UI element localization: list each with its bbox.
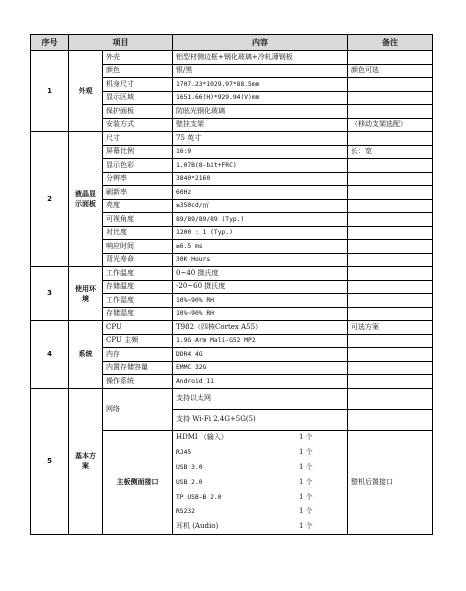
spec-content: 铝型材侧边框+钢化玻璃+冷轧薄钢板 [173,51,348,65]
table-row [31,132,433,146]
spec-note [348,91,433,105]
spec-content: 支持 Wi-Fi 2.4G+5G(5) [173,409,348,430]
spec-note [348,348,433,362]
port-row [173,490,347,505]
spec-content: 89/89/89/89 (Typ.) [173,213,348,227]
spec-content: 防眩光钢化玻璃 [173,105,348,119]
table-row [31,51,433,65]
spec-note [348,307,433,321]
port-qty: 1 个 [299,448,313,457]
spec-content: 银/黑 [173,64,348,78]
spec-note [348,159,433,173]
spec-content: EMMC 32G [173,361,348,375]
spec-item: 分辨率 [103,172,173,186]
port-row [173,475,347,490]
spec-content: 60Hz [173,186,348,200]
spec-note [348,375,433,389]
spec-content: 1200 : 1 (Typ.) [173,226,348,240]
spec-note [348,132,433,146]
header-note: 备注 [348,35,433,51]
port-row [173,445,347,460]
spec-item: 尺寸 [103,132,173,146]
spec-content: -20~60 摄氏度 [173,280,348,294]
section-group: 外观 [69,51,103,132]
ports-list-cell [173,430,348,535]
spec-note [348,213,433,227]
table-row [31,321,433,335]
spec-note [348,388,433,409]
ports-list [173,431,347,535]
spec-item: 显示色彩 [103,159,173,173]
spec-item: CPU 主频 [103,334,173,348]
port-name: 耳机 (Audio) [176,522,219,531]
spec-content: T982（四核Cortex A55） [173,321,348,335]
section-group: 系统 [69,321,103,389]
spec-content: 10%~90% RH [173,307,348,321]
table-row [31,388,433,409]
spec-item: CPU [103,321,173,335]
spec-item: 可视角度 [103,213,173,227]
spec-note [348,78,433,92]
section-group: 液晶显示面板 [69,132,103,267]
spec-note: 可选方案 [348,321,433,335]
spec-content: 30K Hours [173,253,348,267]
spec-content: 3840*2160 [173,172,348,186]
spec-note [348,105,433,119]
spec-note [348,334,433,348]
spec-item: 显示区域 [103,91,173,105]
spec-item: 内置存储容量 [103,361,173,375]
spec-note: （移动支架选配） [348,118,433,132]
spec-note [348,172,433,186]
spec-item: 外壳 [103,51,173,65]
port-qty: 1 个 [299,462,313,471]
table-header-row [31,35,433,51]
spec-note [348,253,433,267]
port-row [173,519,347,534]
spec-content: Android 11 [173,375,348,389]
spec-content: ≤350cd/㎡ [173,199,348,213]
spec-item: 安装方式 [103,118,173,132]
spec-content: 1651.66(H)*929.94(V)mm [173,91,348,105]
header-number: 序号 [31,35,69,51]
spec-item: 颜色 [103,64,173,78]
section-number: 3 [31,267,69,321]
spec-content: 0~40 摄氏度 [173,267,348,281]
spec-note [348,409,433,430]
section-group: 使用环境 [69,267,103,321]
spec-item: 保护面板 [103,105,173,119]
spec-content: 1.07B(8-bit+FRC) [173,159,348,173]
spec-item: 存储湿度 [103,307,173,321]
spec-content: 支持以太网 [173,388,348,409]
spec-content: 16:9 [173,145,348,159]
spec-content: 1.9G Arm Mali-G52 MP2 [173,334,348,348]
spec-content: 1707.23*1029.97*88.5mm [173,78,348,92]
section-group: 基本方案 [69,388,103,535]
spec-note: 长：宽 [348,145,433,159]
port-qty: 1 个 [299,433,313,442]
section-number: 4 [31,321,69,389]
spec-item: 操作系统 [103,375,173,389]
section-number: 1 [31,51,69,132]
spec-item: 屏幕比例 [103,145,173,159]
port-name: RS232 [176,508,195,516]
port-qty: 1 个 [299,507,313,516]
spec-item: 工作湿度 [103,294,173,308]
port-qty: 1 个 [299,477,313,486]
port-qty: 1 个 [299,522,313,531]
spec-note: 整机后置接口 [348,430,433,535]
spec-note [348,240,433,254]
spec-content: 壁挂支架 [173,118,348,132]
spec-table [30,34,433,535]
table-row [31,267,433,281]
spec-note [348,267,433,281]
spec-note [348,51,433,65]
spec-item: 对比度 [103,226,173,240]
spec-content: DDR4 4G [173,348,348,362]
spec-note: 颜色可选 [348,64,433,78]
header-item: 项目 [69,35,173,51]
port-row [173,460,347,475]
spec-content: ≥6.5 ms [173,240,348,254]
spec-content: 75 英寸 [173,132,348,146]
section-number: 5 [31,388,69,535]
spec-item: 存储温度 [103,280,173,294]
spec-note [348,199,433,213]
spec-item: 刷新率 [103,186,173,200]
spec-item: 内存 [103,348,173,362]
port-qty: 1 个 [299,492,313,501]
spec-note [348,361,433,375]
spec-item: 机身尺寸 [103,78,173,92]
spec-table-body [31,51,433,535]
port-name: USB 2.0 [176,478,203,486]
spec-item: 响应时间 [103,240,173,254]
spec-item: 网络 [103,388,173,430]
port-name: USB 3.0 [176,463,203,471]
spec-note [348,226,433,240]
spec-content: 10%~90% RH [173,294,348,308]
spec-note [348,186,433,200]
section-number: 2 [31,132,69,267]
port-row [173,504,347,519]
spec-note [348,280,433,294]
spec-note [348,294,433,308]
port-name: RJ45 [176,449,192,457]
header-content: 内容 [173,35,348,51]
spec-item: 亮度 [103,199,173,213]
port-name: TP USB-B 2.0 [176,493,222,501]
port-row [173,431,347,446]
spec-item: 背光寿命 [103,253,173,267]
spec-item: 工作温度 [103,267,173,281]
port-name: HDMI （输入） [176,433,228,442]
ports-label: 主板侧面接口 [103,430,173,535]
